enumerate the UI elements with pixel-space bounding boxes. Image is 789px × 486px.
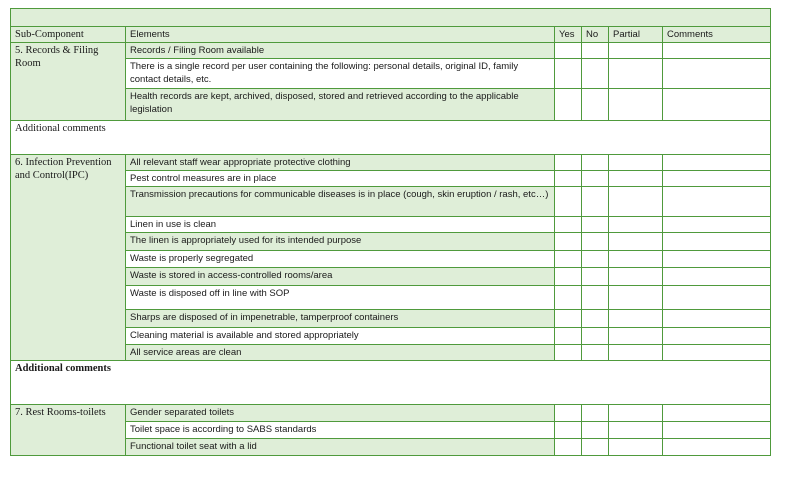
section-6-item-11: All service areas are clean xyxy=(126,345,555,361)
section-5-item-1: Records / Filing Room available xyxy=(126,43,555,59)
table-row xyxy=(11,155,771,171)
yes-cell[interactable] xyxy=(555,422,582,439)
table-row xyxy=(11,43,771,59)
section-5-item-3: Health records are kept, archived, disposed, stored and retrieved according to the applicable legislation xyxy=(126,89,555,121)
no-cell[interactable] xyxy=(582,251,609,268)
section-6-additional-comments[interactable]: Additional comments xyxy=(11,361,771,405)
yes-cell[interactable] xyxy=(555,43,582,59)
section-6-item-2: Pest control measures are in place xyxy=(126,171,555,187)
yes-cell[interactable] xyxy=(555,171,582,187)
yes-cell[interactable] xyxy=(555,345,582,361)
comments-cell[interactable] xyxy=(663,251,771,268)
comments-cell[interactable] xyxy=(663,89,771,121)
no-cell[interactable] xyxy=(582,233,609,251)
section-6-item-5: The linen is appropriately used for its intended purpose xyxy=(126,233,555,251)
partial-cell[interactable] xyxy=(609,187,663,217)
partial-cell[interactable] xyxy=(609,286,663,310)
table-row xyxy=(11,405,771,422)
section-6-item-3: Transmission precautions for communicable diseases is in place (cough, skin eruption / rash, etc…) xyxy=(126,187,555,217)
section-6-item-9: Sharps are disposed of in impenetrable, tamperproof containers xyxy=(126,310,555,328)
yes-cell[interactable] xyxy=(555,233,582,251)
no-cell[interactable] xyxy=(582,268,609,286)
no-cell[interactable] xyxy=(582,89,609,121)
comments-cell[interactable] xyxy=(663,217,771,233)
yes-cell[interactable] xyxy=(555,268,582,286)
header-comments: Comments xyxy=(663,27,771,43)
additional-comments-row xyxy=(11,361,771,405)
no-cell[interactable] xyxy=(582,217,609,233)
yes-cell[interactable] xyxy=(555,89,582,121)
partial-cell[interactable] xyxy=(609,233,663,251)
no-cell[interactable] xyxy=(582,155,609,171)
no-cell[interactable] xyxy=(582,171,609,187)
yes-cell[interactable] xyxy=(555,217,582,233)
section-6-item-8: Waste is disposed off in line with SOP xyxy=(126,286,555,310)
no-cell[interactable] xyxy=(582,345,609,361)
comments-cell[interactable] xyxy=(663,187,771,217)
table-top-band xyxy=(11,9,771,27)
no-cell[interactable] xyxy=(582,43,609,59)
partial-cell[interactable] xyxy=(609,59,663,89)
partial-cell[interactable] xyxy=(609,171,663,187)
yes-cell[interactable] xyxy=(555,187,582,217)
partial-cell[interactable] xyxy=(609,89,663,121)
yes-cell[interactable] xyxy=(555,328,582,345)
no-cell[interactable] xyxy=(582,422,609,439)
partial-cell[interactable] xyxy=(609,43,663,59)
section-7-item-1: Gender separated toilets xyxy=(126,405,555,422)
header-sub-component: Sub-Component xyxy=(11,27,126,43)
top-band-cell xyxy=(11,9,771,27)
comments-cell[interactable] xyxy=(663,405,771,422)
section-6-item-7: Waste is stored in access-controlled rooms/area xyxy=(126,268,555,286)
comments-cell[interactable] xyxy=(663,310,771,328)
yes-cell[interactable] xyxy=(555,251,582,268)
comments-cell[interactable] xyxy=(663,233,771,251)
yes-cell[interactable] xyxy=(555,310,582,328)
section-7-item-2: Toilet space is according to SABS standards xyxy=(126,422,555,439)
comments-cell[interactable] xyxy=(663,155,771,171)
yes-cell[interactable] xyxy=(555,439,582,456)
partial-cell[interactable] xyxy=(609,345,663,361)
partial-cell[interactable] xyxy=(609,310,663,328)
section-6-name: 6. Infection Prevention and Control(IPC) xyxy=(11,155,126,361)
partial-cell[interactable] xyxy=(609,268,663,286)
comments-cell[interactable] xyxy=(663,345,771,361)
no-cell[interactable] xyxy=(582,439,609,456)
no-cell[interactable] xyxy=(582,310,609,328)
section-5-name: 5. Records & Filing Room xyxy=(11,43,126,121)
partial-cell[interactable] xyxy=(609,422,663,439)
section-7-item-3: Functional toilet seat with a lid xyxy=(126,439,555,456)
comments-cell[interactable] xyxy=(663,59,771,89)
section-6-item-4: Linen in use is clean xyxy=(126,217,555,233)
no-cell[interactable] xyxy=(582,405,609,422)
partial-cell[interactable] xyxy=(609,405,663,422)
header-yes: Yes xyxy=(555,27,582,43)
assessment-table xyxy=(10,8,771,456)
no-cell[interactable] xyxy=(582,286,609,310)
yes-cell[interactable] xyxy=(555,405,582,422)
yes-cell[interactable] xyxy=(555,59,582,89)
comments-cell[interactable] xyxy=(663,328,771,345)
no-cell[interactable] xyxy=(582,59,609,89)
section-5-item-2: There is a single record per user containing the following: personal details, original ID, family contact details, etc. xyxy=(126,59,555,89)
comments-cell[interactable] xyxy=(663,286,771,310)
section-6-item-1: All relevant staff wear appropriate protective clothing xyxy=(126,155,555,171)
additional-comments-row xyxy=(11,121,771,155)
comments-cell[interactable] xyxy=(663,439,771,456)
no-cell[interactable] xyxy=(582,187,609,217)
no-cell[interactable] xyxy=(582,328,609,345)
comments-cell[interactable] xyxy=(663,171,771,187)
partial-cell[interactable] xyxy=(609,251,663,268)
section-6-item-10: Cleaning material is available and stored appropriately xyxy=(126,328,555,345)
partial-cell[interactable] xyxy=(609,155,663,171)
partial-cell[interactable] xyxy=(609,217,663,233)
section-5-additional-comments[interactable]: Additional comments xyxy=(11,121,771,155)
comments-cell[interactable] xyxy=(663,268,771,286)
yes-cell[interactable] xyxy=(555,155,582,171)
comments-cell[interactable] xyxy=(663,43,771,59)
comments-cell[interactable] xyxy=(663,422,771,439)
partial-cell[interactable] xyxy=(609,328,663,345)
section-6-item-6: Waste is properly segregated xyxy=(126,251,555,268)
header-row xyxy=(11,27,771,43)
header-elements: Elements xyxy=(126,27,555,43)
yes-cell[interactable] xyxy=(555,286,582,310)
partial-cell[interactable] xyxy=(609,439,663,456)
header-partial: Partial xyxy=(609,27,663,43)
header-no: No xyxy=(582,27,609,43)
section-7-name: 7. Rest Rooms-toilets xyxy=(11,405,126,456)
